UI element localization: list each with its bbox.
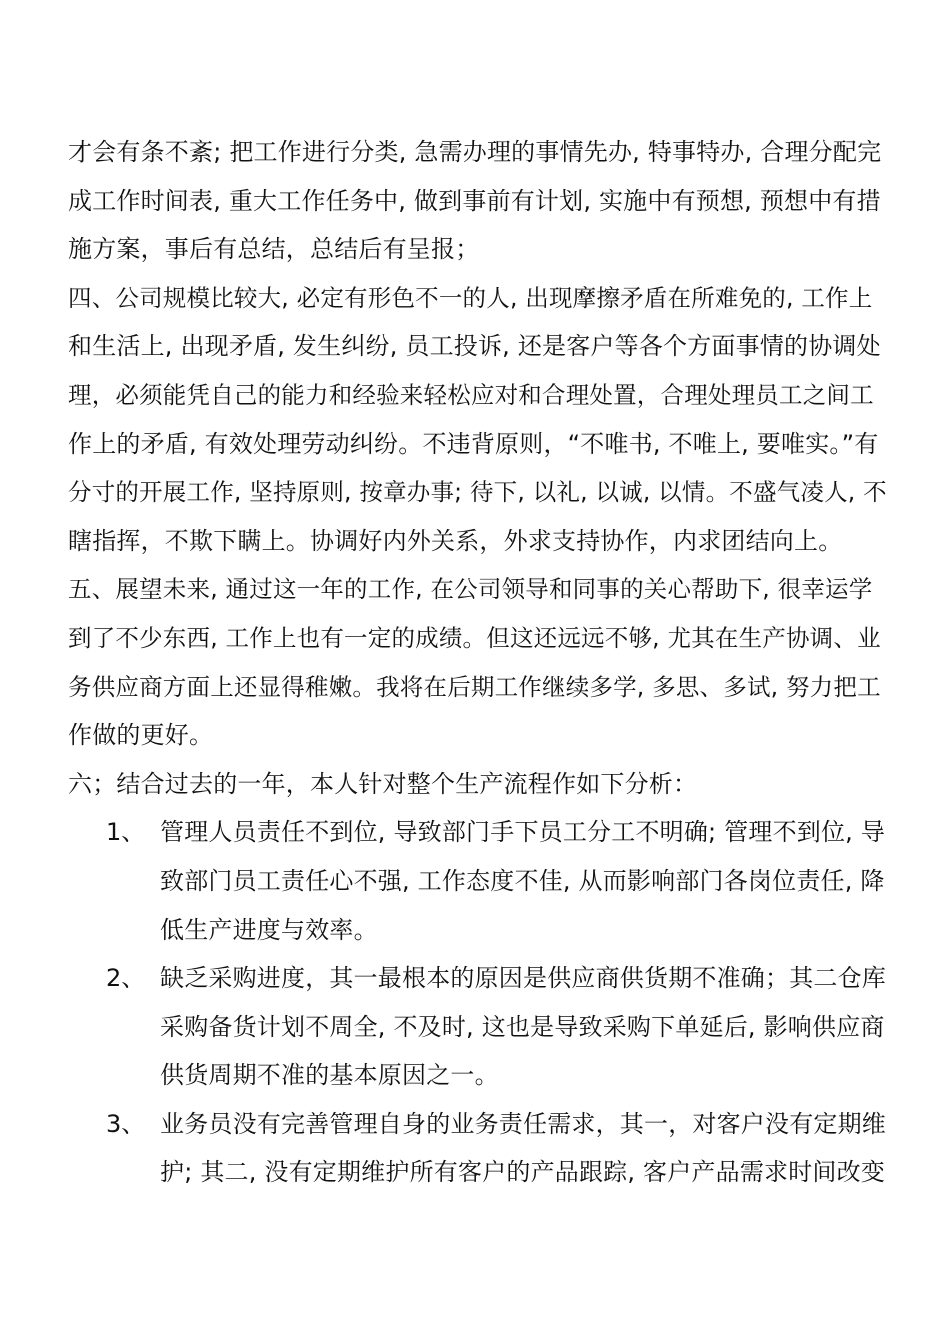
text-line: 成工作时间表, 重大工作任务中, 做到事前有计划, 实施中有预想, 预想中有措 [68,186,881,215]
text-line: 六；结合过去的一年，本人针对整个生产流程作如下分析： [68,769,698,798]
text-line: 采购备货计划不周全, 不及时, 这也是导致采购下单延后, 影响供应商 [160,1012,885,1041]
text-line: 理，必须能凭自己的能力和经验来轻松应对和合理处置，合理处理员工之间工 [68,380,874,409]
paragraph-section-five [68,565,888,759]
paragraph-section-four [68,274,888,566]
text-line: 供货周期不准的基本原因之一。 [160,1061,499,1090]
text-line: 护; 其二, 没有定期维护所有客户的产品跟踪, 客户产品需求时间改变 [160,1158,886,1187]
list-number: 2、 [106,964,146,993]
paragraph-work-organization [68,128,888,274]
text-line: 和生活上, 出现矛盾, 发生纠纷, 员工投诉, 还是客户等各个方面事情的协调处 [68,332,881,361]
text-line: 管理人员责任不到位, 导致部门手下员工分工不明确; 管理不到位, 导 [160,818,886,847]
text-line: 缺乏采购进度，其一最根本的原因是供应商供货期不准确；其二仓库 [160,964,886,993]
text-line: 务供应商方面上还显得稚嫩。我将在后期工作继续多学, 多思、多试, 努力把工 [68,672,881,701]
text-line: 瞎指挥，不欺下瞒上。协调好内外关系，外求支持协作，内求团结向上。 [68,526,843,555]
text-line: 到了不少东西, 工作上也有一定的成绩。但这还远远不够, 尤其在生产协调、业 [68,623,881,652]
text-line: 业务员没有完善管理自身的业务责任需求，其一，对客户没有定期维 [160,1109,886,1138]
text-line: 才会有条不紊; 把工作进行分类, 急需办理的事情先办, 特事特办, 合理分配完 [68,138,882,166]
text-line: 作上的矛盾, 有效处理劳动纠纷。不违背原则，“不唯书, 不唯上, 要唯实。”有 [68,429,879,458]
numbered-list [68,808,888,1197]
text-line: 致部门员工责任心不强, 工作态度不佳, 从而影响部门各岗位责任, 降 [160,866,885,895]
list-item [68,954,888,1100]
document-page [68,128,888,1197]
text-line: 作做的更好。 [68,721,214,750]
list-number: 1、 [106,818,146,847]
paragraph-section-six [68,760,888,809]
text-line: 低生产进度与效率。 [160,915,378,944]
text-line: 分寸的开展工作, 坚持原则, 按章办事; 待下, 以礼, 以诚, 以情。不盛气凌人, 不 [68,478,887,507]
text-line: 五、展望未来, 通过这一年的工作, 在公司领导和同事的关心帮助下, 很幸运学 [68,575,873,604]
list-item [68,808,888,954]
text-line: 四、公司规模比较大, 必定有形色不一的人, 出现摩擦矛盾在所难免的, 工作上 [68,283,873,312]
text-line: 施方案，事后有总结，总结后有呈报； [68,235,480,264]
list-number: 3、 [106,1109,146,1138]
list-item [68,1100,888,1197]
